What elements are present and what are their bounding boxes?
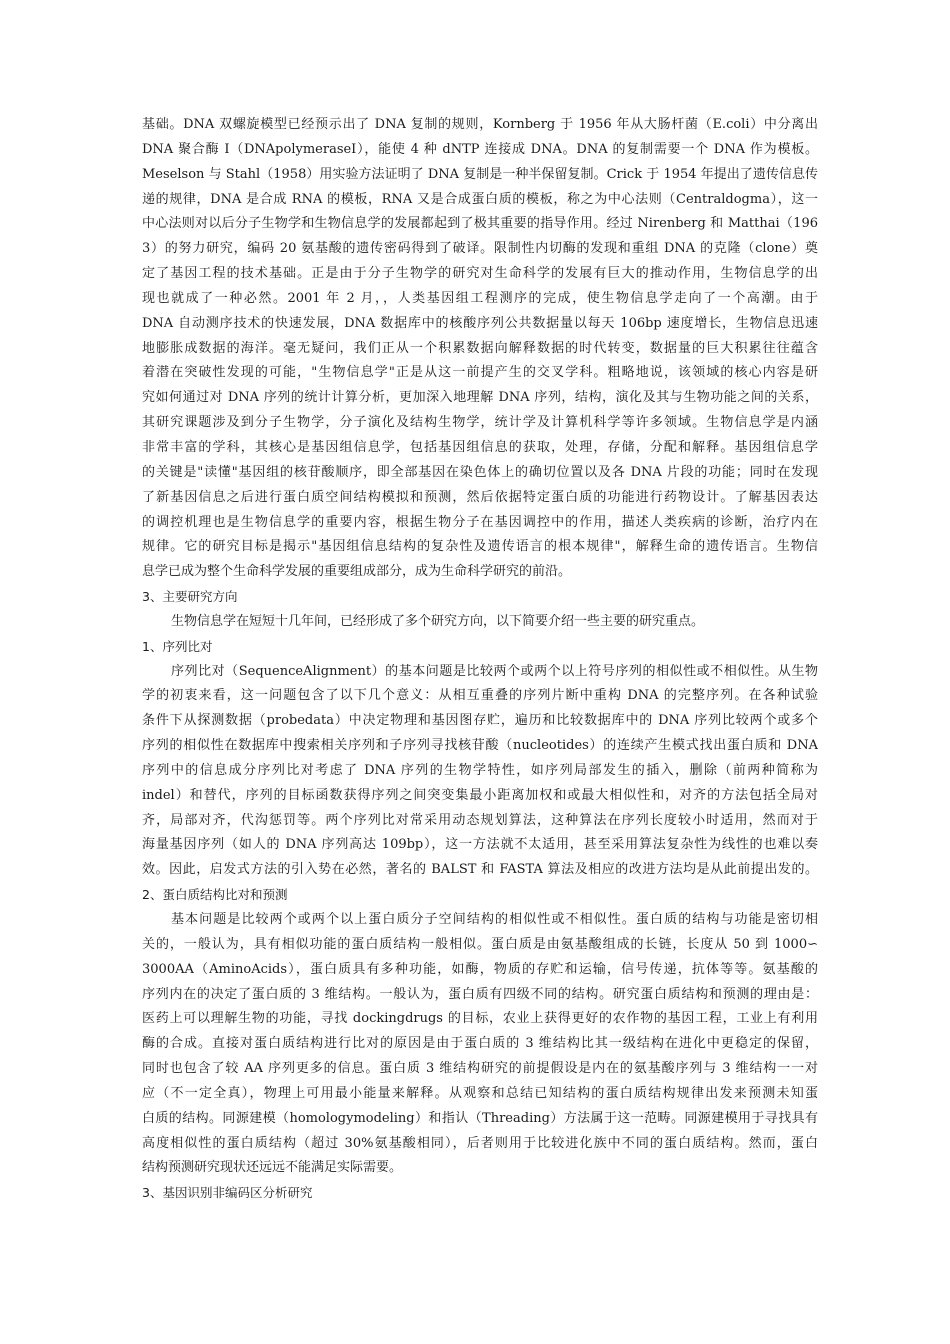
text-line: 医药上可以理解生物的功能，寻找 dockingdrugs 的目标，农业上获得更好的农作物的基因工程，工业上有利用 [142, 1011, 818, 1027]
text-line: 息学已成为整个生命科学发展的重要组成部分，成为生命科学研究的前沿。 [142, 564, 572, 580]
text-line: 海量基因序列（如人的 DNA 序列高达 109bp），这一方法就不太适用，甚至采用算法复杂性为线性的也难以奏 [142, 837, 818, 853]
text-line: 学的初衷来看，这一问题包含了以下几个意义：从相互重叠的序列片断中重构 DNA 的完整序列。在各种试验 [142, 688, 818, 704]
text-line: 的调控机理也是生物信息学的重要内容，根据生物分子在基因调控中的作用，描述人类疾病的诊断，治疗内在 [142, 514, 818, 530]
text-line: 递的规律，DNA 是合成 RNA 的模板，RNA 又是合成蛋白质的模板，称之为中心法则（Centraldogma），这一 [142, 191, 818, 207]
subsection-heading: 3、基因识别非编码区分析研究 [142, 1185, 313, 1201]
document-page [142, 113, 818, 1206]
text-line: 3）的努力研究，编码 20 氨基酸的遗传密码得到了破译。限制性内切酶的发现和重组 DNA 的克隆（clone）奠 [142, 241, 818, 257]
text-line: Meselson 与 Stahl（1958）用实验方法证明了 DNA 复制是一种半保留复制。Crick 于 1954 年提出了遗传信息传 [142, 166, 818, 182]
text-line: 生物信息学在短短十几年间，已经形成了多个研究方向，以下简要介绍一些主要的研究重点。 [171, 613, 705, 629]
subsection-heading: 1、序列比对 [142, 638, 213, 654]
text-line: 定了基因工程的技术基础。正是由于分子生物学的研究对生命科学的发展有巨大的推动作用，生物信息学的出 [142, 266, 818, 282]
subsection-heading: 2、蛋白质结构比对和预测 [142, 887, 288, 903]
text-line: 齐，局部对齐，代沟惩罚等。两个序列比对常采用动态规划算法，这种算法在序列长度较小时适用，然而对于 [142, 812, 818, 828]
text-line: 同时也包含了较 AA 序列更多的信息。蛋白质 3 维结构研究的前提假设是内在的氨基酸序列与 3 维结构一一对 [142, 1061, 818, 1077]
text-line: 其研究课题涉及到分子生物学，分子演化及结构生物学，统计学及计算机科学等许多领域。生物信息学是内涵 [142, 415, 818, 431]
text-line: 序列的相似性在数据库中搜索相关序列和子序列寻找核苷酸（nucleotides）的连续产生模式找出蛋白质和 DNA [142, 738, 818, 754]
text-line: 基础。DNA 双螺旋模型已经预示出了 DNA 复制的规则，Kornberg 于 1956 年从大肠杆菌（E.coli）中分离出 [142, 117, 818, 132]
text-line: 着潜在突破性发现的可能，"生物信息学"正是从这一前提产生的交叉学科。粗略地说，该领域的核心内容是研 [142, 365, 818, 381]
text-line: 3000AA（AminoAcids），蛋白质具有多种功能，如酶，物质的存贮和运输，信号传递，抗体等等。氨基酸的 [142, 961, 818, 977]
text-line: 序列比对（SequenceAlignment）的基本问题是比较两个或两个以上符号序列的相似性或不相似性。从生物 [171, 663, 818, 679]
text-line: 地膨胀成数据的海洋。毫无疑问，我们正从一个积累数据向解释数据的时代转变，数据量的巨大积累往往蕴含 [142, 340, 818, 356]
text-line: 应（不一定全真），物理上可用最小能量来解释。从观察和总结已知结构的蛋白质结构规律出发来预测未知蛋 [142, 1085, 818, 1101]
text-line: DNA 自动测序技术的快速发展，DNA 数据库中的核酸序列公共数据量以每天 106bp 速度增长，生物信息迅速 [142, 315, 818, 331]
text-line: 现也就成了一种必然。2001 年 2 月，，人类基因组工程测序的完成，使生物信息学走向了一个高潮。由于 [142, 290, 818, 306]
text-line: 基本问题是比较两个或两个以上蛋白质分子空间结构的相似性或不相似性。蛋白质的结构与功能是密切相 [171, 912, 818, 927]
text-line: 效。因此，启发式方法的引入势在必然，著名的 BALST 和 FASTA 算法及相应的改进方法均是从此前提出发的。 [142, 862, 818, 878]
text-line: 酶的合成。直接对蛋白质结构进行比对的原因是由于蛋白质的 3 维结构比其一级结构在进化中更稳定的保留， [142, 1036, 818, 1052]
text-line: 序列中的信息成分序列比对考虑了 DNA 序列的生物学特性，如序列局部发生的插入，删除（前两种简称为 [142, 762, 818, 778]
text-line: 的关键是"读懂"基因组的核苷酸顺序，即全部基因在染色体上的确切位置以及各 DNA 片段的功能；同时在发现 [142, 464, 818, 480]
text-line: DNA 聚合酶 I（DNApolymeraseI），能使 4 种 dNTP 连接成 DNA。DNA 的复制需要一个 DNA 作为模板。 [142, 141, 818, 157]
text-line: 高度相似性的蛋白质结构（超过 30%氨基酸相同），后者则用于比较进化族中不同的蛋白质结构。然而，蛋白 [142, 1135, 818, 1151]
section-heading: 3、主要研究方向 [142, 589, 238, 605]
text-line: 了新基因信息之后进行蛋白质空间结构模拟和预测，然后依据特定蛋白质的功能进行药物设计。了解基因表达 [142, 489, 818, 505]
text-line: 中心法则对以后分子生物学和生物信息学的发展都起到了极其重要的指导作用。经过 Nirenberg 和 Matthai（196 [142, 216, 818, 232]
text-line: 白质的结构。同源建模（homologymodeling）和指认（Threading）方法属于这一范畴。同源建模用于寻找具有 [142, 1110, 818, 1126]
text-line: 规律。它的研究目标是揭示"基因组信息结构的复杂性及遗传语言的根本规律"，解释生命的遗传语言。生物信 [142, 539, 818, 555]
text-line: 条件下从探测数据（probedata）中决定物理和基因图存贮，遍历和比较数据库中的 DNA 序列比较两个或多个 [142, 713, 818, 729]
text-line: 非常丰富的学科，其核心是基因组信息学，包括基因组信息的获取，处理，存储，分配和解释。基因组信息学 [142, 439, 818, 455]
text-line: 结构预测研究现状还远远不能满足实际需要。 [142, 1160, 403, 1176]
text-line: 关的，一般认为，具有相似功能的蛋白质结构一般相似。蛋白质是由氨基酸组成的长链，长度从 50 到 1000∽ [142, 936, 818, 952]
text-line: indel）和替代，序列的目标函数获得序列之间突变集最小距离加权和或最大相似性和，对齐的方法包括全局对 [142, 787, 818, 803]
text-line: 究如何通过对 DNA 序列的统计计算分析，更加深入地理解 DNA 序列，结构，演化及其与生物功能之间的关系， [142, 390, 818, 406]
text-line: 序列内在的决定了蛋白质的 3 维结构。一般认为，蛋白质有四级不同的结构。研究蛋白质结构和预测的理由是： [142, 986, 818, 1002]
